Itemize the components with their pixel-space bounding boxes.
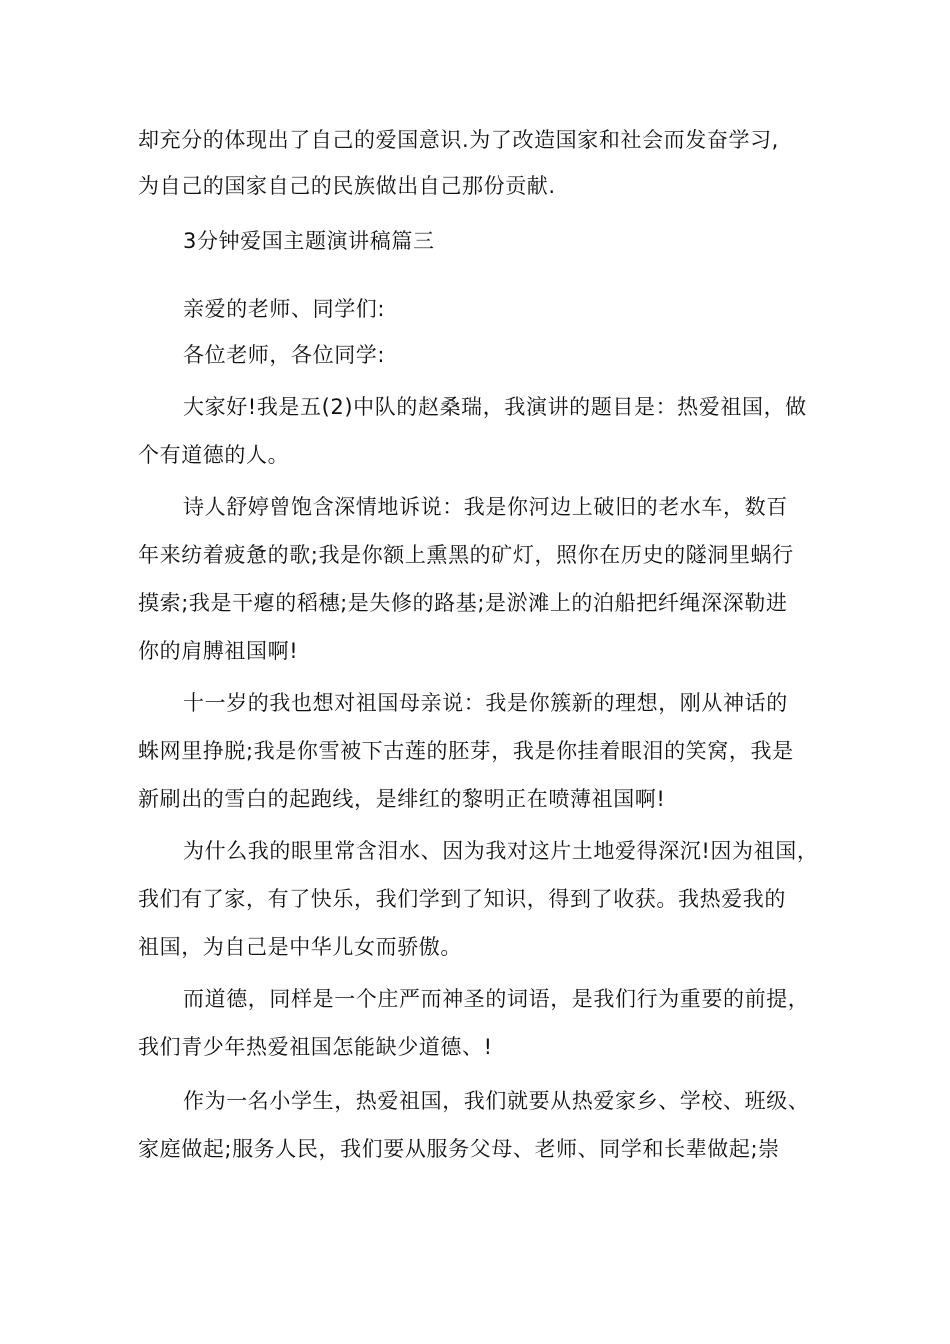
salutation: 各位老师，各位同学: [183,343,386,367]
section-heading: 3分钟爱国主题演讲稿篇三 [183,229,435,253]
text-line: 十一岁的我也想对祖国母亲说：我是你簇新的理想，刚从神话的 [183,691,788,715]
text-line: 为自己的国家自己的民族做出自己那份贡献. [138,174,556,198]
text-line: 我们有了家，有了快乐，我们学到了知识，得到了收获。我热爱我的 [138,887,786,911]
text-line: 你的肩膊祖国啊! [138,639,299,663]
text-line: 作为一名小学生，热爱祖国，我们就要从热爱家乡、学校、班级、 [183,1089,810,1113]
salutation: 亲爱的老师、同学们: [183,297,386,321]
text-line: 为什么我的眼里常含泪水、因为我对这片土地爱得深沉!因为祖国， [183,839,819,863]
text-line: 我们青少年热爱祖国怎能缺少道德、! [138,1035,493,1059]
text-line: 而道德，同样是一个庄严而神圣的词语，是我们行为重要的前提， [183,987,810,1011]
text-line: 却充分的体现出了自己的爱国意识.为了改造国家和社会而发奋学习, [138,128,779,152]
text-line: 祖国，为自己是中华儿女而骄傲。 [138,935,462,959]
text-line: 年来纺着疲惫的歌;我是你额上熏黑的矿灯，照你在历史的隧洞里蜗行 [138,543,794,567]
text-line: 家庭做起;服务人民，我们要从服务父母、老师、同学和长辈做起;崇 [138,1137,780,1161]
text-line: 大家好!我是五(2)中队的赵桑瑞，我演讲的题目是：热爱祖国，做 [183,395,807,419]
text-line: 摸索;我是干瘪的稻穗;是失修的路基;是淤滩上的泊船把纤绳深深勒进 [138,591,788,615]
text-line: 诗人舒婷曾饱含深情地诉说：我是你河边上破旧的老水车，数百 [183,495,788,519]
text-line: 新刷出的雪白的起跑线，是绯红的黎明正在喷薄祖国啊! [138,787,666,811]
text-line: 个有道德的人。 [138,443,290,467]
text-line: 蛛网里挣脱;我是你雪被下古莲的胚芽，我是你挂着眼泪的笑窝，我是 [138,739,794,763]
